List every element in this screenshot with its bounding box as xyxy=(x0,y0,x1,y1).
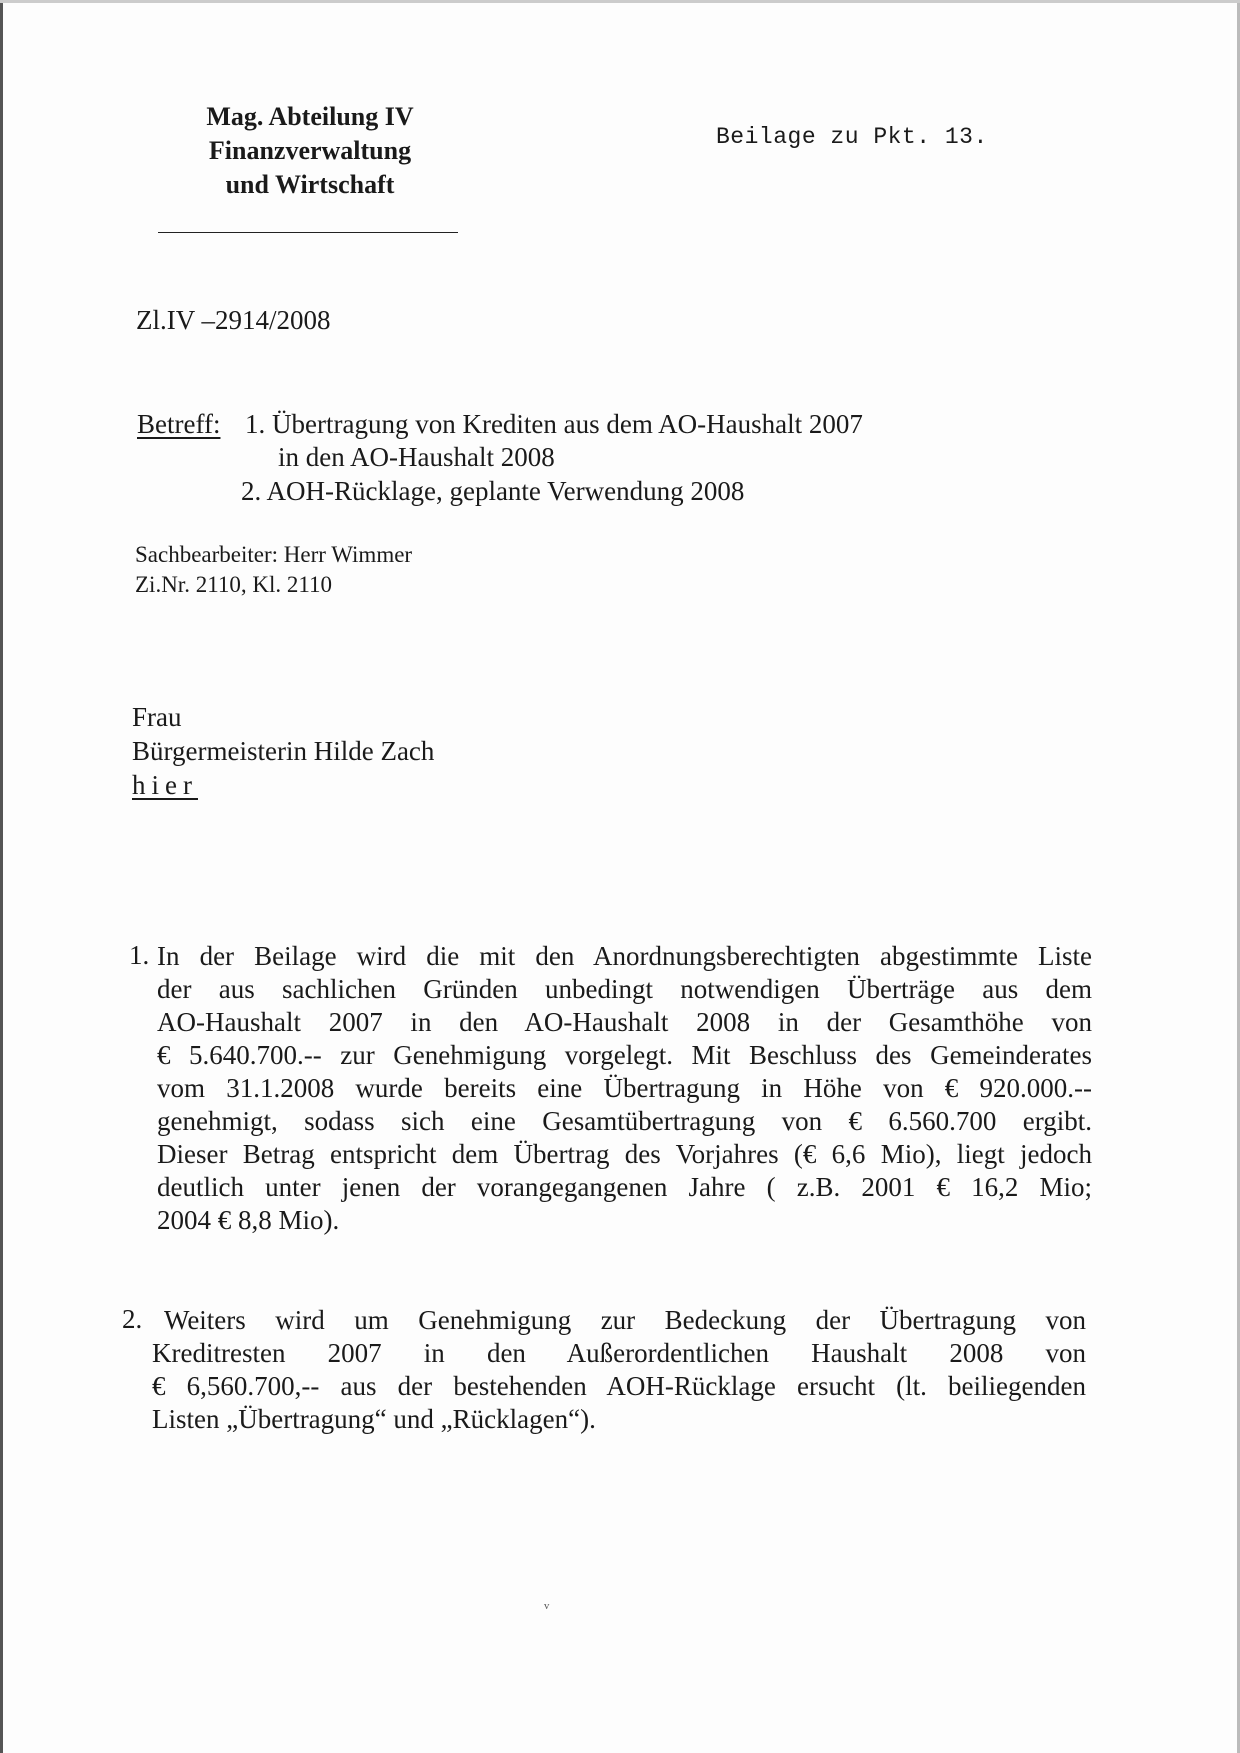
recipient-location: hier xyxy=(132,770,198,800)
clerk-name: Sachbearbeiter: Herr Wimmer xyxy=(135,542,413,567)
paragraph-2-line: € 6,560.700,-- aus der bestehenden AOH-Rücklage ersucht (lt. beiliegenden xyxy=(152,1371,1086,1401)
clerk-room: Zi.Nr. 2110, Kl. 2110 xyxy=(135,572,332,597)
clerk-info xyxy=(135,540,412,600)
department-line-1: Mag. Abteilung IV xyxy=(206,102,414,131)
paragraph-1-line: In der Beilage wird die mit den Anordnungsberechtigten abgestimmte Liste xyxy=(157,941,1092,971)
paragraph-2-number: 2. xyxy=(122,1304,143,1334)
recipient-name: Bürgermeisterin Hilde Zach xyxy=(132,736,435,766)
attachment-note: Beilage zu Pkt. 13. xyxy=(716,124,988,150)
paragraph-1-line: Dieser Betrag entspricht dem Übertrag des Vorjahres (€ 6,6 Mio), liegt jedoch xyxy=(157,1139,1092,1169)
paragraph-2-line: Kreditresten 2007 in den Außerordentlichen Haushalt 2008 von xyxy=(152,1338,1086,1368)
paragraph-2-line: Weiters wird um Genehmigung zur Bedeckung der Übertragung von xyxy=(164,1305,1086,1335)
paragraph-1-line: deutlich unter jenen der vorangegangenen Jahre ( z.B. 2001 € 16,2 Mio; xyxy=(157,1172,1092,1202)
paragraph-1-number: 1. xyxy=(129,940,150,970)
subject-item-1-cont: in den AO-Haushalt 2008 xyxy=(278,442,555,472)
recipient-salutation: Frau xyxy=(132,702,182,732)
subject-label: Betreff: xyxy=(137,409,221,439)
paragraph-1 xyxy=(157,940,1092,1237)
paragraph-1-line: der aus sachlichen Gründen unbedingt notwendigen Überträge aus dem xyxy=(157,974,1092,1004)
paragraph-2-line: Listen „Übertragung“ und „Rücklagen“). xyxy=(152,1404,596,1434)
paragraph-1-line: 2004 € 8,8 Mio). xyxy=(157,1205,340,1235)
paragraph-2 xyxy=(152,1304,1086,1436)
scan-edge-top xyxy=(0,0,1240,3)
subject-item-2: 2. AOH-Rücklage, geplante Verwendung 2008 xyxy=(241,476,745,506)
scan-mark: ᵛ xyxy=(544,1598,550,1618)
paragraph-1-line: AO-Haushalt 2007 in den AO-Haushalt 2008 in der Gesamthöhe von xyxy=(157,1007,1092,1037)
recipient-address xyxy=(132,700,434,802)
subject-item-1: 1. Übertragung von Krediten aus dem AO-Haushalt 2007 xyxy=(245,409,863,439)
department-header xyxy=(150,100,470,202)
department-line-2: Finanzverwaltung xyxy=(208,136,412,165)
department-line-3: und Wirtschaft xyxy=(225,170,395,199)
header-divider xyxy=(158,232,458,233)
reference-number: Zl.IV –2914/2008 xyxy=(136,305,331,335)
paragraph-1-line: vom 31.1.2008 wurde bereits eine Übertragung in Höhe von € 920.000.-- xyxy=(157,1073,1092,1103)
paragraph-1-line: € 5.640.700.-- zur Genehmigung vorgelegt. Mit Beschluss des Gemeinderates xyxy=(157,1040,1092,1070)
paragraph-1-line: genehmigt, sodass sich eine Gesamtübertragung von € 6.560.700 ergibt. xyxy=(157,1106,1092,1136)
scan-edge-left xyxy=(0,0,3,1753)
